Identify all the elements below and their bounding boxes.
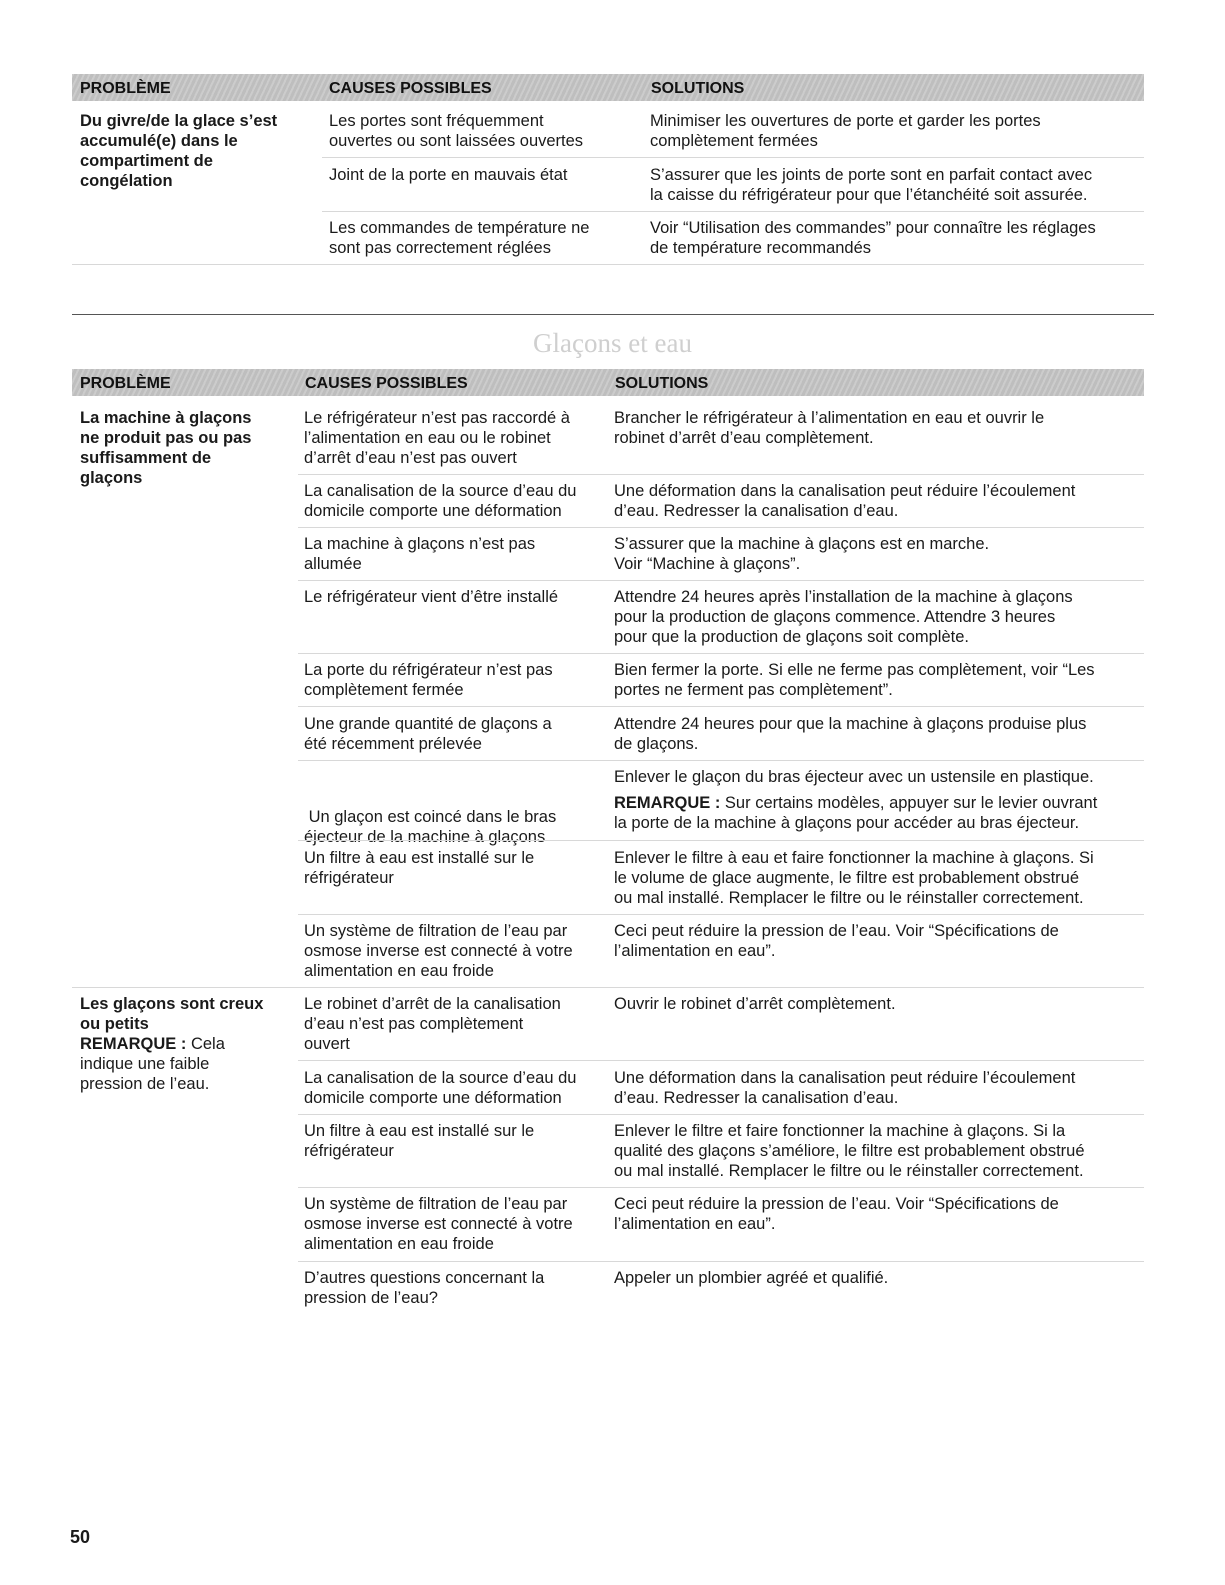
header-causes: CAUSES POSSIBLES [305,375,468,392]
header-causes: CAUSES POSSIBLES [329,80,492,97]
table2-row2-solution: Une déformation dans la canalisation peut réduire l’écoulement d’eau. Redresser la canalisation d’eau. [614,482,1076,520]
table2-row14-solution: Appeler un plombier agréé et qualifié. [614,1269,889,1287]
table2-row7-cause: Un glaçon est coincé dans le bras éjecteur de la machine à glaçons [304,808,557,846]
table1-bottom-border [72,264,1144,265]
table2-row2-cause: La canalisation de la source d’eau du domicile comporte une déformation [304,482,577,520]
table2-row9-cause: Un système de filtration de l’eau par osmose inverse est connecté à votre alimentation en eau froide [304,922,573,980]
note-label: REMARQUE : [80,1035,187,1053]
table2-row4-cause: Le réfrigérateur vient d’être installé [304,588,559,606]
table2-row11-solution: Une déformation dans la canalisation peut réduire l’écoulement d’eau. Redresser la canalisation d’eau. [614,1069,1076,1107]
problem-separator [72,987,1144,988]
table1-problem: Du givre/de la glace s’est accumulé(e) dans le compartiment de congélation [80,112,278,190]
table2-row1-solution: Brancher le réfrigérateur à l’alimentation en eau et ouvrir le robinet d’arrêt d’eau complètement. [614,409,1045,447]
table2-row8-cause: Un filtre à eau est installé sur le réfrigérateur [304,849,535,887]
table2-row13-cause: Un système de filtration de l’eau par osmose inverse est connecté à votre alimentation en eau froide [304,1195,573,1253]
section-divider [72,314,1154,315]
row-separator [322,211,1144,212]
table2-row12-solution: Enlever le filtre et faire fonctionner la machine à glaçons. Si la qualité des glaçons s’améliore, le filtre est probablement obstrué ou mal installé. Remplacer le filtre ou le réinstaller correctement. [614,1122,1085,1180]
row-separator [322,157,1144,158]
table2-problem-b: Les glaçons sont creux ou petits REMARQUE : Cela indique une faible pression de l’eau. [80,995,264,1093]
table2-row9-solution: Ceci peut réduire la pression de l’eau. Voir “Spécifications de l’alimentation en eau”. [614,922,1059,960]
table1-row1-cause: Les portes sont fréquemment ouvertes ou sont laissées ouvertes [329,112,584,150]
row-separator [298,1187,1144,1188]
table2-row6-solution: Attendre 24 heures pour que la machine à glaçons produise plus de glaçons. [614,715,1087,753]
row-separator [298,1261,1144,1262]
table2-row13-solution: Ceci peut réduire la pression de l’eau. Voir “Spécifications de l’alimentation en eau”. [614,1195,1059,1233]
row-separator [298,914,1144,915]
row-separator [298,1060,1144,1061]
header-solutions: SOLUTIONS [615,375,709,392]
row-separator [298,474,1144,475]
table1-row2-solution: S’assurer que les joints de porte sont en parfait contact avec la caisse du réfrigérateur pour que l’étanchéité soit assurée. [650,166,1093,204]
table1-header [72,74,1144,101]
table2-row10-solution: Ouvrir le robinet d’arrêt complètement. [614,995,896,1013]
table2-row3-cause: La machine à glaçons n’est pas allumée [304,535,536,573]
table2-row6-cause: Une grande quantité de glaçons a été récemment prélevée [304,715,552,753]
note-label: REMARQUE : [614,794,721,812]
header-solutions: SOLUTIONS [651,80,745,97]
row-separator [298,580,1144,581]
table2-row7-solution: Enlever le glaçon du bras éjecteur avec un ustensile en plastique. REMARQUE : Sur certains modèles, appuyer sur le levier ouvrant la porte de la machine à glaçons pour accéder au bras éjecteur. [614,768,1098,832]
table2-row1-cause: Le réfrigérateur n’est pas raccordé à l’alimentation en eau ou le robinet d’arrêt d’eau n’est pas ouvert [304,409,570,467]
row-separator [298,527,1144,528]
table2-header [72,369,1144,396]
header-problem: PROBLÈME [80,80,171,97]
row-separator [298,706,1144,707]
row-separator [298,760,1144,761]
table2-row8-solution: Enlever le filtre à eau et faire fonctionner la machine à glaçons. Si le volume de glace augmente, le filtre est probablement obstrué ou mal installé. Remplacer le filtre ou le réinstaller correctement. [614,849,1094,907]
table1-row2-cause: Joint de la porte en mauvais état [329,166,568,184]
table2-row11-cause: La canalisation de la source d’eau du domicile comporte une déformation [304,1069,577,1107]
table2-problem-a: La machine à glaçons ne produit pas ou pas suffisamment de glaçons [80,409,252,487]
table1-row3-solution: Voir “Utilisation des commandes” pour connaître les réglages de température recommandés [650,219,1096,257]
table2-row3-solution: S’assurer que la machine à glaçons est en marche. Voir “Machine à glaçons”. [614,535,990,573]
header-problem: PROBLÈME [80,375,171,392]
table2-row4-solution: Attendre 24 heures après l’installation de la machine à glaçons pour la production de glaçons commence. Attendre 3 heures pour que la production de glaçons soit complète. [614,588,1073,646]
row-separator [298,653,1144,654]
table2-row5-cause: La porte du réfrigérateur n’est pas complètement fermée [304,661,553,699]
table2-row12-cause: Un filtre à eau est installé sur le réfrigérateur [304,1122,535,1160]
table2-row14-cause: D’autres questions concernant la pression de l’eau? [304,1269,545,1307]
table1-row3-cause: Les commandes de température ne sont pas correctement réglées [329,219,590,257]
table2-row5-solution: Bien fermer la porte. Si elle ne ferme pas complètement, voir “Les portes ne ferment pas complètement”. [614,661,1095,699]
row-separator [298,840,1144,841]
page-number: 50 [70,1527,91,1547]
table2-row10-cause: Le robinet d’arrêt de la canalisation d’eau n’est pas complètement ouvert [304,995,561,1053]
section-title: Glaçons et eau [533,328,692,358]
row-separator [298,1114,1144,1115]
table1-row1-solution: Minimiser les ouvertures de porte et garder les portes complètement fermées [650,112,1041,150]
